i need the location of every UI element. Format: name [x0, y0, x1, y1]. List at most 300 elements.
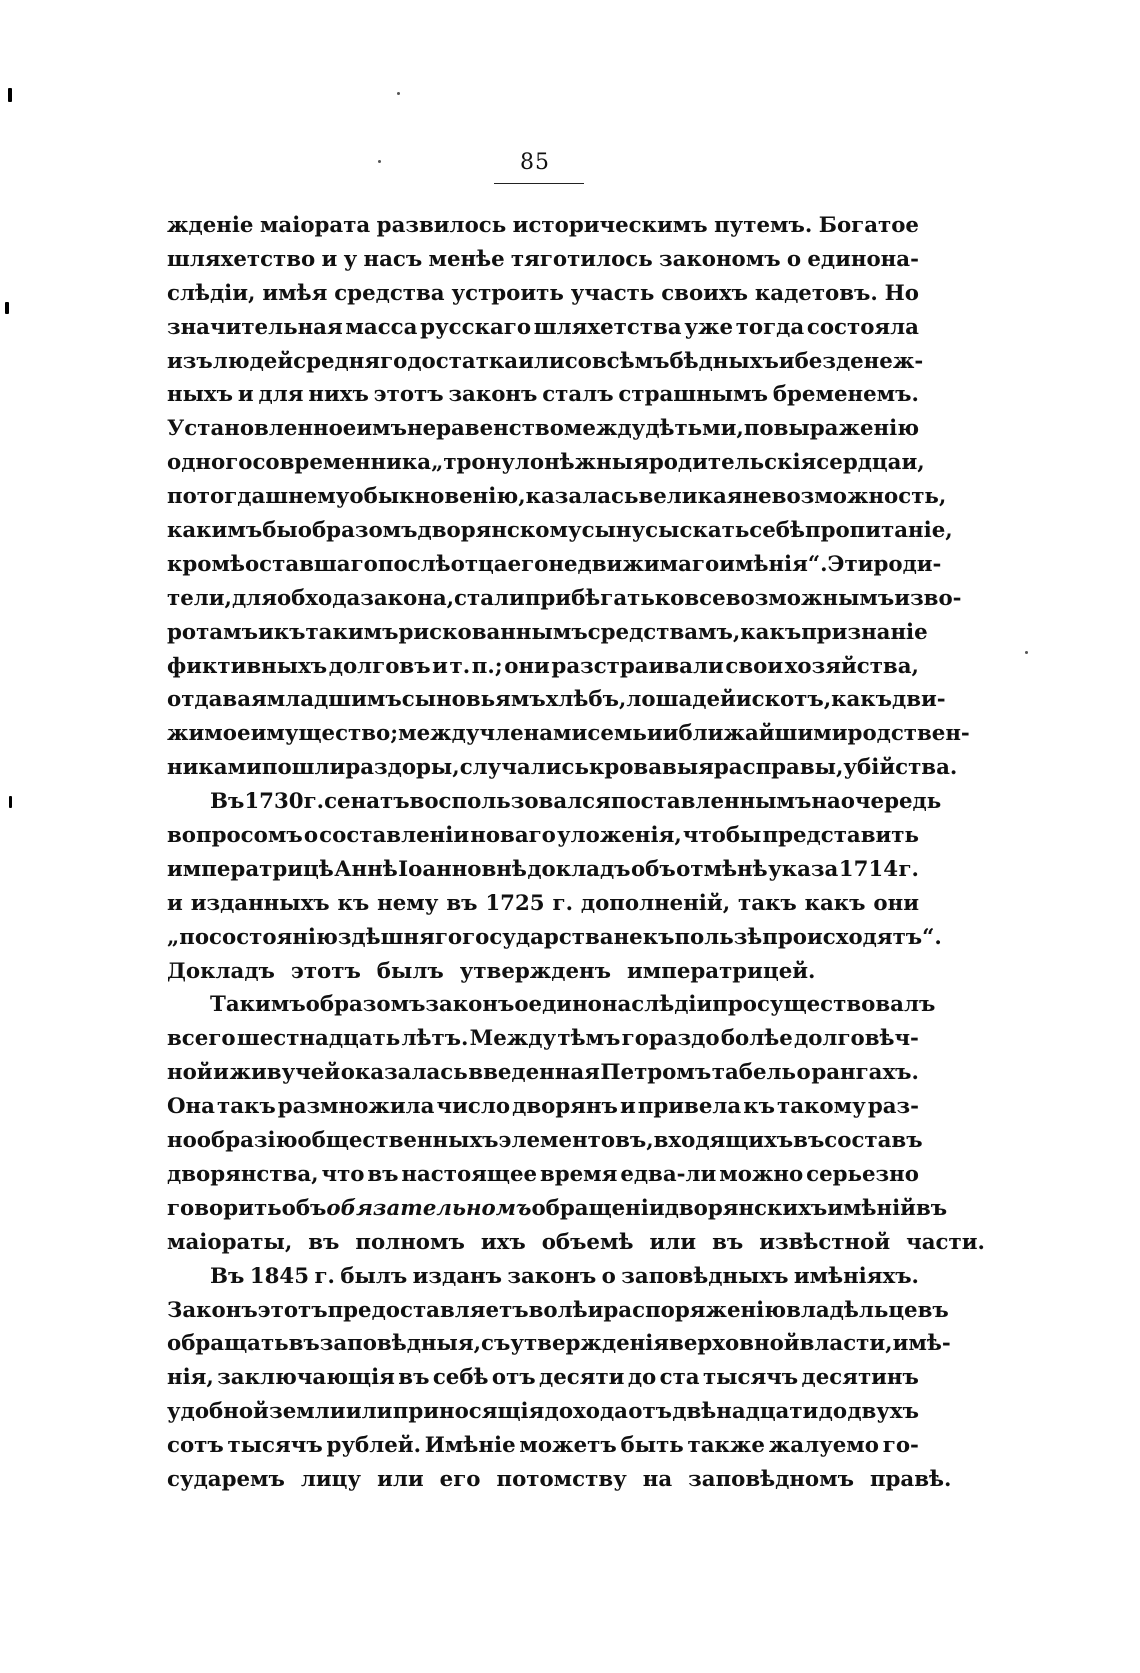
word: послѣ	[377, 551, 451, 577]
word: на	[642, 1466, 673, 1492]
word: и	[735, 687, 752, 713]
word: къ	[337, 890, 370, 916]
word: сыну	[581, 518, 646, 544]
word: раз-	[867, 1094, 919, 1120]
text-line	[167, 1056, 919, 1090]
word: къ	[743, 1094, 775, 1120]
word: въ	[367, 1161, 399, 1187]
word: заключающія	[217, 1365, 395, 1391]
word: до	[818, 1399, 848, 1425]
word: привела	[637, 1094, 742, 1120]
word: также	[687, 1433, 765, 1459]
word: великая	[638, 484, 743, 510]
word: заповѣдныя,	[319, 1331, 481, 1357]
word: распоряженію	[603, 1297, 787, 1323]
word: раздоры,	[345, 755, 460, 781]
scan-mark	[8, 88, 12, 102]
text-line	[167, 921, 942, 955]
word: г.	[314, 1263, 335, 1289]
word: дворянства,	[167, 1161, 319, 1187]
word: Петромъ	[600, 1060, 712, 1086]
word: казалась	[525, 484, 639, 510]
word: о	[796, 1060, 811, 1086]
body-text	[167, 209, 985, 1497]
word: тысячъ	[702, 1365, 799, 1391]
word: и,	[901, 450, 925, 476]
word: сердца	[816, 450, 902, 476]
word: входящихъ	[653, 1128, 794, 1154]
word: современника	[252, 450, 432, 476]
word: русскаго	[420, 314, 532, 340]
word: Въ	[210, 1263, 245, 1289]
word: убійства.	[843, 755, 958, 781]
word: лѣтъ.	[401, 1026, 469, 1052]
word: чтобы	[682, 823, 762, 849]
word: единона-	[807, 246, 919, 272]
word: ротамъ	[167, 619, 258, 645]
word: пользѣ	[674, 924, 763, 950]
word: отъ	[628, 1399, 672, 1425]
word: кромѣ	[167, 551, 245, 577]
word: долговъ	[328, 653, 431, 679]
word: и	[321, 246, 338, 272]
word: какъ	[804, 890, 866, 916]
text-line	[167, 1090, 919, 1124]
word: сенатъ	[324, 789, 410, 815]
word: заповѣдномъ	[688, 1466, 854, 1492]
word: шляхетства	[533, 314, 682, 340]
word: общественныхъ	[297, 1128, 499, 1154]
word: волѣ	[528, 1297, 588, 1323]
word: этотъ	[257, 1297, 328, 1323]
word: они	[504, 653, 550, 679]
word: ной	[167, 1060, 213, 1086]
word: младшимъ	[266, 687, 402, 713]
word: дѣтьми,	[645, 416, 744, 442]
scan-mark	[1025, 651, 1028, 654]
text-line	[167, 785, 942, 819]
word: предоставляетъ	[327, 1297, 529, 1323]
word: жимое	[167, 721, 251, 747]
text-line	[167, 480, 947, 514]
word: нія,	[167, 1365, 214, 1391]
word: имъ	[356, 416, 407, 442]
word: двухъ	[847, 1399, 919, 1425]
word: заповѣдныхъ	[621, 1263, 789, 1289]
word: законъ	[425, 992, 515, 1018]
word: невозможность,	[742, 484, 947, 510]
text-line	[167, 1192, 948, 1226]
text-line	[167, 277, 919, 311]
word: въ	[446, 890, 478, 916]
word: тысячъ	[227, 1433, 323, 1459]
text-line	[167, 514, 953, 548]
word: участь	[570, 280, 655, 306]
word: кадетовъ.	[754, 280, 878, 306]
word: го-	[882, 1433, 919, 1459]
word: ныхъ	[167, 382, 233, 408]
word: хозяйства,	[784, 653, 919, 679]
word: безденеж-	[794, 348, 924, 374]
word: былъ	[340, 1263, 408, 1289]
word: по	[167, 484, 197, 510]
word: себѣ	[749, 518, 805, 544]
word: изъ	[167, 348, 213, 374]
word: сталъ	[542, 382, 614, 408]
word: закона,	[360, 585, 455, 611]
word: для	[258, 382, 304, 408]
word: утвержденъ	[459, 958, 611, 984]
word: болѣе	[720, 1026, 793, 1052]
text-line	[167, 548, 942, 582]
word: размножила	[277, 1094, 435, 1120]
word: серьезно	[806, 1161, 919, 1187]
word: Имѣніе	[424, 1433, 516, 1459]
word: ста	[659, 1365, 700, 1391]
word: п.;	[471, 653, 503, 679]
word: тели,	[167, 585, 232, 611]
word: былъ	[376, 958, 444, 984]
word: происходятъ“.	[762, 924, 942, 950]
word: г.	[898, 856, 919, 882]
word: имѣ-	[892, 1331, 951, 1357]
word: можно	[719, 1161, 804, 1187]
word: родительскія	[648, 450, 817, 476]
word: всего	[167, 1026, 236, 1052]
word: для	[231, 585, 277, 611]
word: въ	[308, 1229, 340, 1255]
word: элементовъ,	[498, 1128, 654, 1154]
word: сыскать	[645, 518, 750, 544]
text-line	[167, 650, 919, 684]
word: его	[507, 551, 549, 577]
word: между	[563, 416, 646, 442]
word: Іоанновнѣ	[398, 856, 527, 882]
word: отмѣнѣ	[676, 856, 768, 882]
word: совсѣмъ	[564, 348, 670, 374]
word: свои	[725, 653, 784, 679]
word: такимъ	[305, 619, 399, 645]
word: „тронуло	[431, 450, 545, 476]
word: какъ	[740, 619, 802, 645]
word: двѣнадцати	[672, 1399, 819, 1425]
word: всевозможнымъ	[684, 585, 895, 611]
text-line	[167, 1327, 951, 1361]
word: развилось	[376, 213, 507, 238]
word: дохода	[544, 1399, 628, 1425]
text-line	[167, 1226, 985, 1260]
word: составъ	[824, 1128, 923, 1154]
word: поставленнымъ	[610, 789, 812, 815]
word: бѣдныхъ	[669, 348, 779, 374]
word: хлѣбъ,	[545, 687, 627, 713]
word: составленіи	[319, 823, 470, 849]
word: на	[811, 789, 841, 815]
word: введенная	[468, 1060, 600, 1086]
word: 1730	[244, 789, 304, 815]
word: утвержденія	[510, 1331, 670, 1357]
word: такъ	[738, 890, 797, 916]
word: образомъ	[305, 992, 426, 1018]
word: о	[514, 992, 529, 1018]
word: достатка	[407, 348, 519, 374]
word: его	[439, 1466, 481, 1492]
word: сударемъ	[167, 1466, 285, 1492]
text-line	[167, 1260, 919, 1294]
word: объ	[630, 856, 676, 882]
word: единонаслѣдіи	[528, 992, 713, 1018]
word: имѣнія“.	[719, 551, 828, 577]
word: тѣмъ	[557, 1026, 621, 1052]
word: лицу	[300, 1466, 362, 1492]
word: недвижимаго	[548, 551, 720, 577]
text-line	[167, 616, 928, 650]
word: значительная	[167, 314, 343, 340]
word: тогдашнему	[196, 484, 350, 510]
word: полномъ	[355, 1229, 465, 1255]
word: состоянію	[209, 924, 338, 950]
word: въ	[793, 1128, 825, 1154]
word: изданныхъ	[190, 890, 330, 916]
word: пошли	[261, 755, 346, 781]
text-line	[167, 1395, 919, 1429]
word: этотъ	[290, 958, 361, 984]
word: государства	[462, 924, 614, 950]
word: расправы,	[713, 755, 844, 781]
word: оказалась	[340, 1060, 468, 1086]
word: слѣдіи,	[167, 280, 256, 306]
word: 1725	[485, 890, 545, 916]
word: лошадей	[626, 687, 736, 713]
word: дополненій,	[580, 890, 731, 916]
word: табель	[711, 1060, 796, 1086]
word: рублей.	[326, 1433, 421, 1459]
word: быть	[620, 1433, 684, 1459]
word: бы	[262, 518, 298, 544]
word: въ	[398, 1365, 430, 1391]
scan-mark	[9, 796, 12, 808]
word: людей	[212, 348, 294, 374]
word: средства	[334, 280, 445, 306]
word: Аннѣ	[334, 856, 398, 882]
word: между	[398, 721, 480, 747]
word: до	[627, 1365, 657, 1391]
text-line	[167, 955, 919, 989]
word: маіората	[259, 213, 371, 238]
word: о	[786, 246, 802, 272]
word: обязательномъ	[326, 1195, 532, 1221]
word: что	[321, 1161, 365, 1187]
word: законъ	[507, 1263, 597, 1289]
word: императрицѣ	[167, 856, 334, 882]
word: тяготилось	[510, 246, 653, 272]
word: шестнадцать	[236, 1026, 401, 1052]
word: въ	[288, 1331, 320, 1357]
text-line	[167, 1124, 923, 1158]
word: себѣ	[432, 1365, 489, 1391]
word: и	[167, 890, 183, 916]
word: образомъ	[297, 518, 418, 544]
word: 1714	[838, 856, 899, 882]
word: средствамъ,	[587, 619, 741, 645]
word: неравенство	[406, 416, 564, 442]
word: и	[432, 653, 448, 679]
word: роди-	[873, 551, 942, 577]
word: у	[343, 246, 358, 272]
word: и	[619, 1094, 636, 1120]
word: земли	[269, 1399, 346, 1425]
word: и	[778, 348, 795, 374]
word: и	[662, 721, 679, 747]
word: состояла	[806, 314, 919, 340]
word: „по	[167, 924, 210, 950]
word: имѣній	[827, 1195, 916, 1221]
text-line	[167, 1294, 949, 1328]
word: просуществовалъ	[712, 992, 936, 1018]
word: историческимъ	[512, 213, 708, 238]
word: г.	[552, 890, 573, 916]
word: десятинъ	[801, 1365, 919, 1391]
word: путемъ.	[714, 213, 813, 238]
word: настоящее	[401, 1161, 538, 1187]
word: Богатое	[818, 213, 919, 238]
text-line	[167, 819, 919, 853]
word: маіораты,	[167, 1229, 293, 1255]
word: прибѣгать	[524, 585, 655, 611]
word: какимъ	[167, 518, 263, 544]
word: изданъ	[412, 1263, 502, 1289]
word: масса	[345, 314, 418, 340]
word: признаніе	[801, 619, 928, 645]
word: оставшаго	[244, 551, 378, 577]
text-line	[167, 311, 919, 345]
page-number: 85	[520, 150, 550, 175]
word: отдавая	[167, 687, 267, 713]
word: обращеніи	[531, 1195, 665, 1221]
word: очередь	[840, 789, 942, 815]
word: докладъ	[527, 856, 631, 882]
word: 1845	[249, 1263, 310, 1289]
text-line	[167, 582, 962, 616]
word: выраженію	[773, 416, 920, 442]
word: объемѣ	[541, 1229, 634, 1255]
word: приносящія	[392, 1399, 545, 1425]
word: по	[743, 416, 774, 442]
text-line	[167, 751, 958, 785]
text-line	[167, 345, 924, 379]
word: нообразію	[167, 1128, 298, 1154]
word: или	[377, 1466, 424, 1492]
scan-mark	[5, 302, 9, 314]
word: случались	[459, 755, 589, 781]
word: или	[345, 1399, 393, 1425]
word: бременемъ.	[772, 382, 919, 408]
word: Но	[884, 280, 919, 306]
word: отъ	[491, 1365, 536, 1391]
word: и	[587, 1297, 604, 1323]
word: семьи	[587, 721, 663, 747]
word: Въ	[210, 789, 245, 815]
text-line	[167, 378, 919, 412]
word: владѣльцевъ	[786, 1297, 949, 1323]
word: нихъ	[308, 382, 369, 408]
word: членами	[479, 721, 588, 747]
word: кровавыя	[588, 755, 714, 781]
word: императрицей.	[626, 958, 816, 984]
page-number-rule	[494, 183, 584, 184]
word: уже	[684, 314, 733, 340]
text-line	[167, 412, 919, 446]
word: время	[539, 1161, 618, 1187]
word: тогда	[735, 314, 805, 340]
word: дворянскому	[417, 518, 582, 544]
word: Эти	[827, 551, 874, 577]
word: и	[257, 619, 274, 645]
word: воспользовался	[409, 789, 611, 815]
word: имущество;	[250, 721, 399, 747]
scan-mark	[378, 160, 381, 163]
word: обыкновенію,	[349, 484, 526, 510]
word: верховной	[669, 1331, 800, 1357]
text-line	[167, 243, 919, 277]
word: пропитаніе,	[804, 518, 953, 544]
word: отца	[450, 551, 508, 577]
word: шляхетство	[167, 246, 316, 272]
word: правѣ.	[869, 1466, 952, 1492]
text-line	[167, 1463, 952, 1497]
word: рискованнымъ	[398, 619, 588, 645]
word: представить	[762, 823, 919, 849]
word: о	[601, 1263, 616, 1289]
word: новаго	[470, 823, 556, 849]
word: о	[303, 823, 319, 849]
word: къ	[273, 619, 306, 645]
word: такъ	[217, 1094, 276, 1120]
text-line	[167, 1158, 919, 1192]
word: Такимъ	[210, 992, 306, 1018]
word: живучей	[229, 1060, 341, 1086]
text-line	[167, 446, 925, 480]
word: Докладъ	[167, 958, 275, 984]
word: никами	[167, 755, 262, 781]
scan-mark	[397, 92, 400, 95]
word: дворянъ	[512, 1094, 618, 1120]
word: менѣе	[428, 246, 505, 272]
word: гораздо	[621, 1026, 720, 1052]
text-line	[167, 683, 946, 717]
word: или	[649, 1229, 697, 1255]
word: въ	[915, 1195, 948, 1221]
word: этотъ	[373, 382, 444, 408]
word: удобной	[167, 1399, 269, 1425]
word: насъ	[363, 246, 423, 272]
word: жалуемо	[768, 1433, 879, 1459]
text-line	[167, 853, 919, 887]
word: указа	[768, 856, 839, 882]
word: г.	[303, 789, 325, 815]
word: едва-ли	[620, 1161, 717, 1187]
word: потомству	[496, 1466, 627, 1492]
word: здѣшняго	[337, 924, 463, 950]
word: закономъ	[658, 246, 781, 272]
word: части.	[906, 1229, 985, 1255]
word: ко	[654, 585, 685, 611]
word: такому	[777, 1094, 866, 1120]
text-line	[167, 209, 919, 243]
word: имѣя	[262, 280, 328, 306]
word: стали	[454, 585, 525, 611]
word: нему	[377, 890, 439, 916]
